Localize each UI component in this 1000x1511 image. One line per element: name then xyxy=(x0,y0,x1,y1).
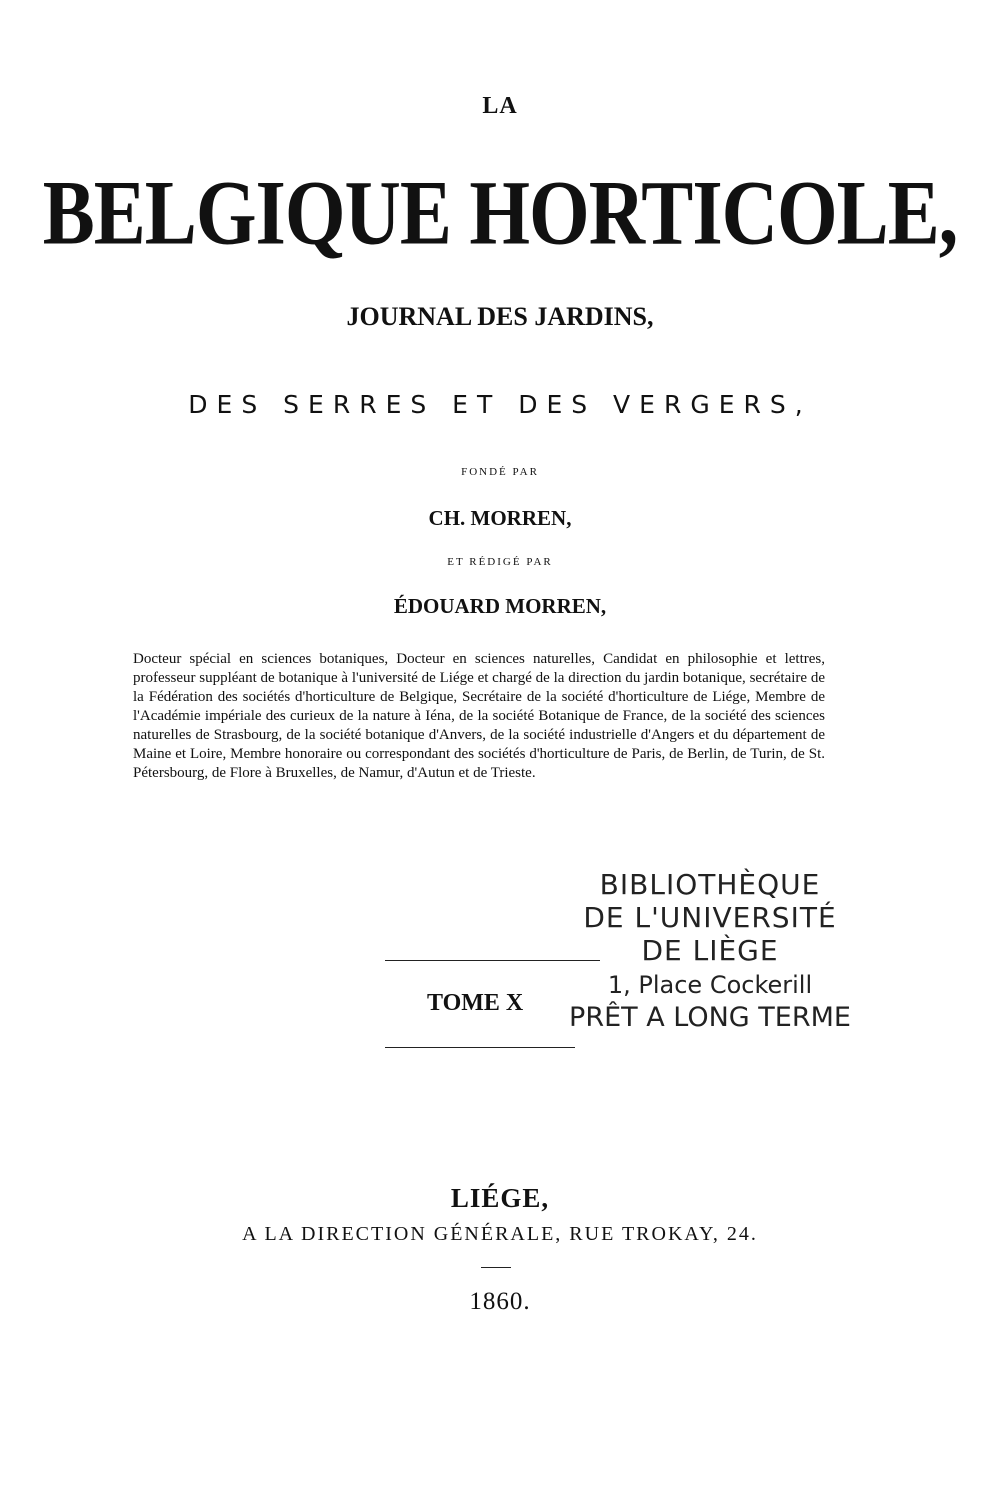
subtitle-line-2: DES SERRES ET DES VERGERS, xyxy=(188,390,812,419)
publisher-address: A LA DIRECTION GÉNÉRALE, RUE TROKAY, 24. xyxy=(242,1223,758,1245)
editor-name: ÉDOUARD MORREN, xyxy=(393,594,607,618)
subtitle-line-1: JOURNAL DES JARDINS, xyxy=(346,302,654,331)
publication-year: 1860. xyxy=(469,1288,531,1315)
founder-name: CH. MORREN, xyxy=(428,506,572,530)
volume-rule-top xyxy=(385,960,600,961)
volume-rule-bottom xyxy=(385,1047,575,1048)
journal-title xyxy=(0,160,1000,266)
founded-by-label: FONDÉ PAR xyxy=(461,466,539,478)
stamp-loan-note: PRÊT A LONG TERME xyxy=(569,1002,851,1033)
stamp-address: 1, Place Cockerill xyxy=(607,971,813,999)
stamp-line-2: DE L'UNIVERSITÉ xyxy=(583,901,837,934)
stamp-line-1: BIBLIOTHÈQUE xyxy=(599,868,821,901)
title-article: LA xyxy=(482,93,518,119)
edited-by-label: ET RÉDIGÉ PAR xyxy=(447,556,553,568)
volume-label: TOME X xyxy=(427,990,524,1016)
publication-city: LIÉGE, xyxy=(450,1183,550,1213)
library-stamp xyxy=(520,868,900,1035)
editor-biography: Docteur spécial en sciences botaniques, Docteur en sciences naturelles, Candidat en philosophie et lettres, professeur suppléant de botanique à l'université de Liége et chargé de la direction du jardin botanique, secrétaire de la Fédération des sociétés d'horticulture de Belgique, Secrétaire de la société d'horticulture de Liége, Membre de l'Académie impériale des curieux de la nature à Iéna, de la société Botanique de France, de la société des sciences naturelles de Strasbourg, de la société botanique d'Anvers, de la société industrielle d'Angers et du département de Maine et Loire, Membre honoraire ou correspondant des sociétés d'horticulture de Paris, de Berlin, de Turin, de St. Pétersbourg, de Flore à Bruxelles, de Namur, d'Autun et de Trieste. xyxy=(133,651,825,781)
year-divider xyxy=(481,1267,511,1268)
journal-title-text: BELGIQUE HORTICOLE, xyxy=(42,161,958,264)
stamp-line-3: DE LIÈGE xyxy=(641,934,779,967)
